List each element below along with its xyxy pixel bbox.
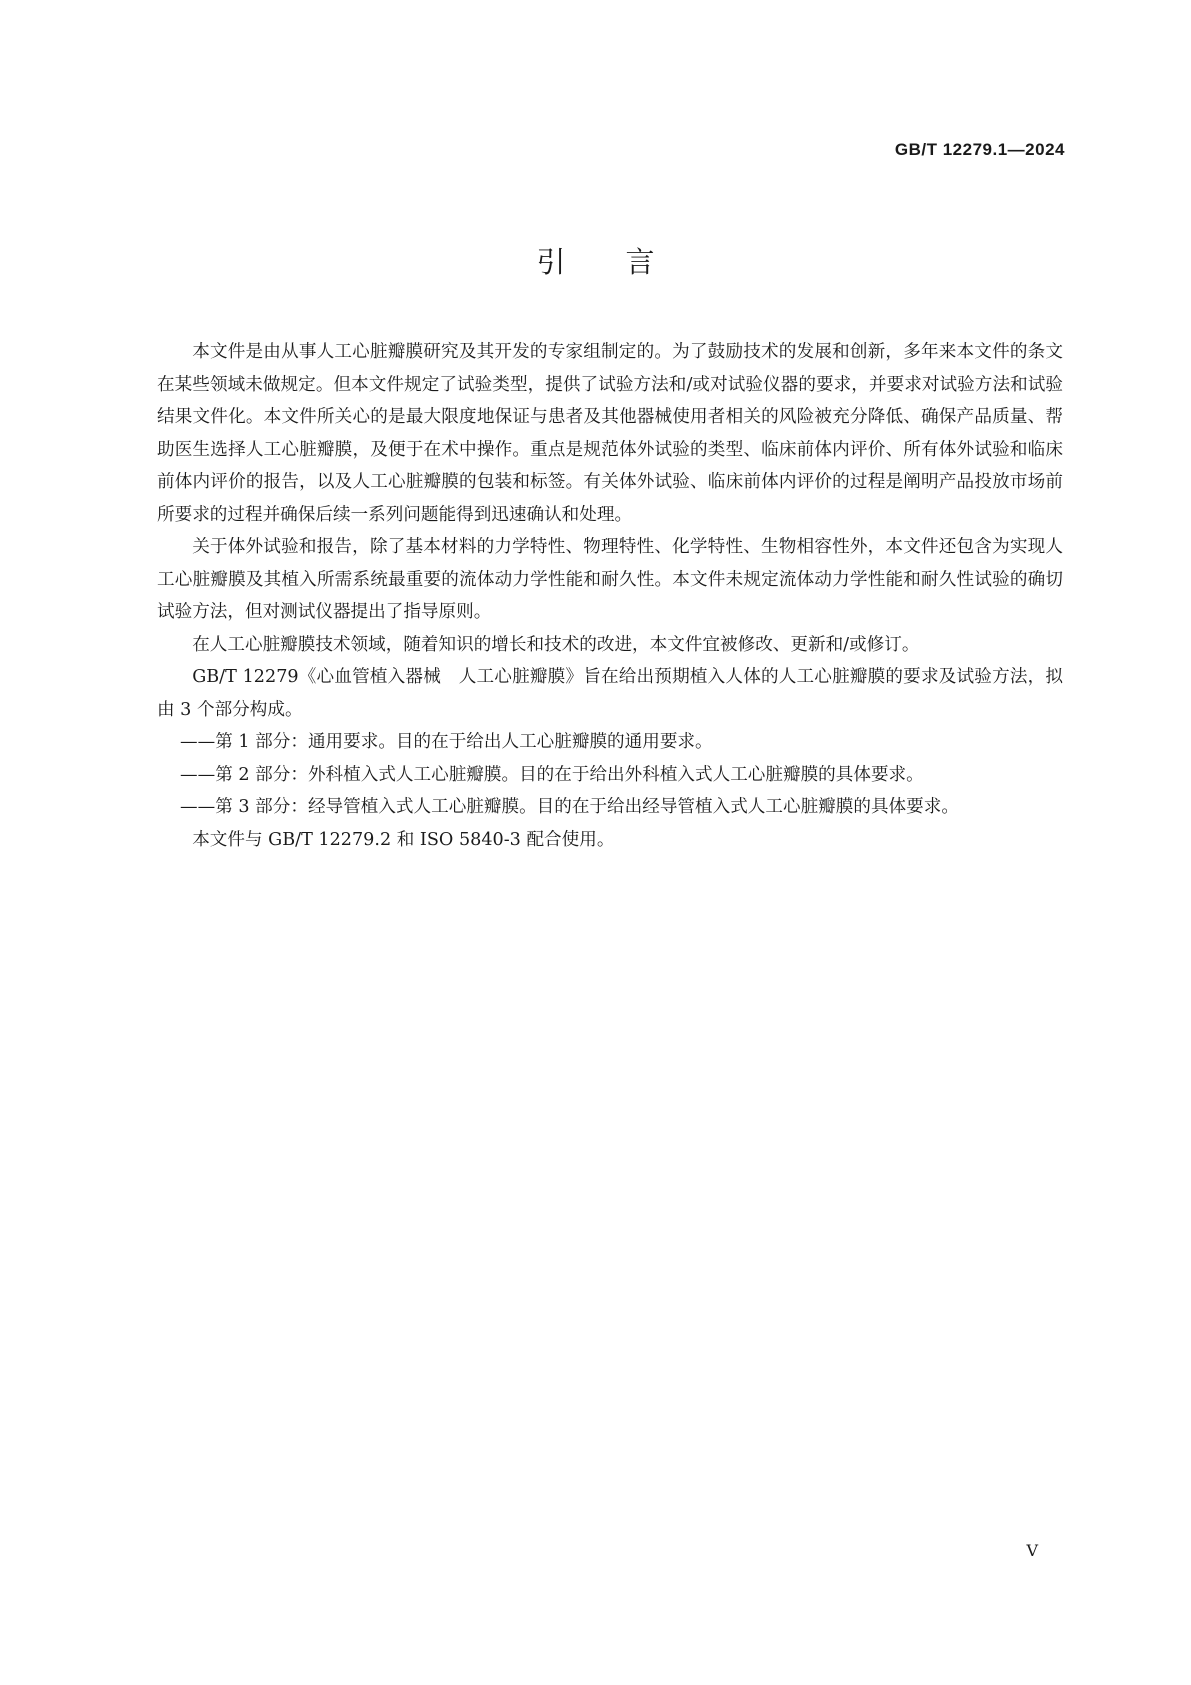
paragraph-in-vitro: 关于体外试验和报告，除了基本材料的力学特性、物理特性、化学特性、生物相容性外，本文件还包含为实现人工心脏瓣膜及其植入所需系统最重要的流体动力学性能和耐久性。本文件未规定流体动力学性能和耐久性试验的确切试验方法，但对测试仪器提出了指导原则。 (157, 537, 1063, 622)
list-item-part-3: ——第 3 部分：经导管植入式人工心脏瓣膜。目的在于给出经导管植入式人工心脏瓣膜的具体要求。 (180, 797, 959, 817)
paragraph-scope: 本文件是由从事人工心脏瓣膜研究及其开发的专家组制定的。为了鼓励技术的发展和创新，多年来本文件的条文在某些领域未做规定。但本文件规定了试验类型，提供了试验方法和/或对试验仪器的要求，并要求对试验方法和试验结果文件化。本文件所关心的是最大限度地保证与患者及其他器械使用者相关的风险被充分降低、确保产品质量、帮助医生选择人工心脏瓣膜，及便于在术中操作。重点是规范体外试验的类型、临床前体内评价、所有体外试验和临床前体内评价的报告，以及人工心脏瓣膜的包装和标签。有关体外试验、临床前体内评价的过程是阐明产品投放市场前所要求的过程并确保后续一系列问题能得到迅速确认和处理。 (157, 342, 1063, 525)
paragraph-series: GB/T 12279《心血管植入器械 人工心脏瓣膜》旨在给出预期植入人体的人工心脏瓣膜的要求及试验方法，拟由 3 个部分构成。 (157, 667, 1063, 720)
document-code: GB/T 12279.1—2024 (894, 140, 1065, 159)
list-item-part-2: ——第 2 部分：外科植入式人工心脏瓣膜。目的在于给出外科植入式人工心脏瓣膜的具体要求。 (180, 764, 924, 785)
page-number: V (1026, 1541, 1038, 1560)
introduction-body (157, 336, 1063, 856)
paragraph-revision: 在人工心脏瓣膜技术领域，随着知识的增长和技术的改进，本文件宜被修改、更新和/或修订。 (192, 634, 920, 655)
page-title: 引言 (536, 245, 715, 279)
paragraph-closing: 本文件与 GB/T 12279.2 和 ISO 5840-3 配合使用。 (192, 829, 615, 850)
list-item-part-1: ——第 1 部分：通用要求。目的在于给出人工心脏瓣膜的通用要求。 (180, 732, 713, 752)
